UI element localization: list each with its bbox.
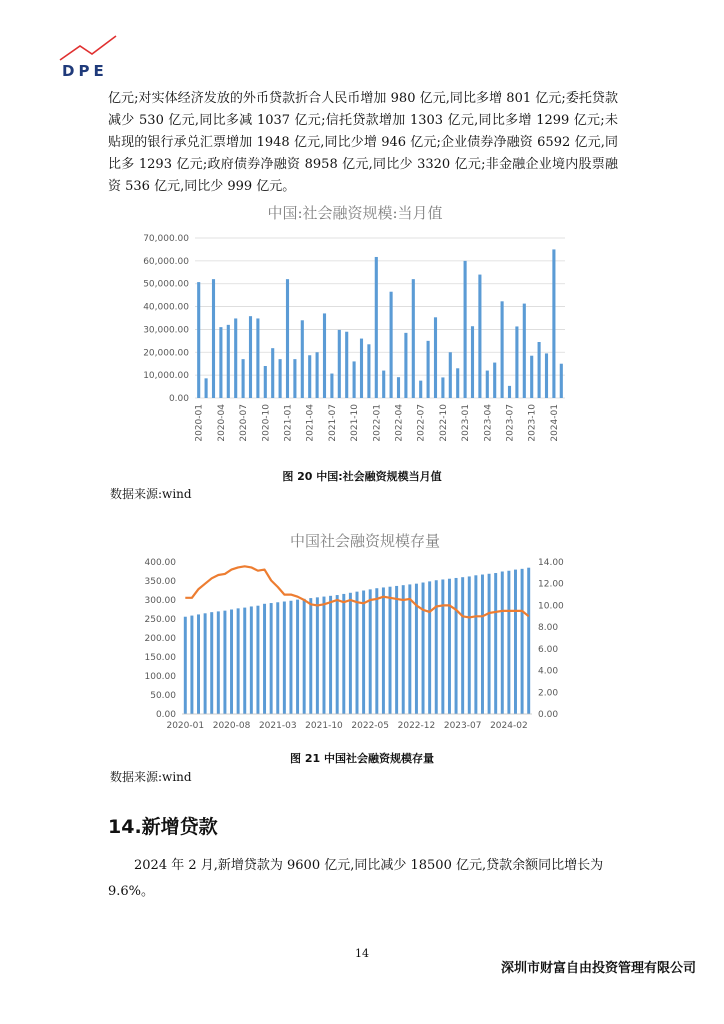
chart21-xtick-label: 2020-08 xyxy=(212,721,251,731)
chart21-ytick-right-label: 10.00 xyxy=(538,601,564,612)
chart20-bar xyxy=(301,320,304,398)
chart21-bar xyxy=(468,576,471,714)
chart20-bar xyxy=(264,366,267,398)
chart21-bar xyxy=(488,574,491,714)
chart21-bar xyxy=(402,585,405,714)
chart21-xtick-label: 2020-01 xyxy=(166,721,205,731)
chart20-ytick-label: 0.00 xyxy=(168,394,189,404)
chart21-bar xyxy=(349,593,352,714)
chart21-bar xyxy=(263,604,266,714)
company-name: 深圳市财富自由投资管理有限公司 xyxy=(500,961,696,976)
chart21-xtick-label: 2021-03 xyxy=(258,721,297,731)
chart21-bar xyxy=(190,616,193,714)
chart21-bar xyxy=(230,610,233,715)
chart21-bar xyxy=(362,591,365,715)
chart21-bar xyxy=(441,579,444,714)
chart20-bar xyxy=(560,364,563,398)
chart20-bar xyxy=(375,257,378,398)
chart21-bar xyxy=(455,578,458,714)
chart21-bar xyxy=(461,577,464,714)
chart21-bar xyxy=(356,592,359,714)
chart20-bar xyxy=(249,316,252,398)
chart20-bar xyxy=(286,279,289,398)
chart21-ytick-left-label: 400.00 xyxy=(144,558,176,568)
chart21-bar xyxy=(408,584,411,714)
chart20-bar xyxy=(397,377,400,398)
chart20-xtick-label: 2022-01 xyxy=(372,404,383,442)
chart20-xtick-label: 2021-10 xyxy=(350,404,361,442)
chart21-ytick-right-label: 0.00 xyxy=(538,710,559,720)
chart20-title: 中国:社会融资规模:当月值 xyxy=(267,204,443,222)
chart20-bar xyxy=(256,318,259,398)
chart20-bar xyxy=(308,355,311,398)
chart21-bar xyxy=(217,611,220,714)
chart20-xtick-label: 2022-10 xyxy=(438,404,449,442)
chart20-bar xyxy=(552,249,555,398)
chart20-bar xyxy=(227,325,230,398)
chart21-bar xyxy=(375,588,378,714)
chart20-bar xyxy=(486,371,489,398)
chart20-bar xyxy=(545,353,548,398)
chart21-ytick-left-label: 200.00 xyxy=(144,634,176,644)
chart21-bar xyxy=(521,569,524,714)
chart21-bar xyxy=(507,571,510,714)
chart20-bar xyxy=(419,381,422,398)
chart21-bar xyxy=(395,586,398,714)
chart20-bar xyxy=(441,377,444,398)
chart20-bar xyxy=(345,332,348,398)
chart20-bar xyxy=(353,361,356,398)
chart20-bar xyxy=(242,359,245,398)
chart20-ytick-label: 10,000.00 xyxy=(143,371,189,382)
chart21-bar xyxy=(316,597,319,714)
chart21-title: 中国社会融资规模存量 xyxy=(289,532,440,550)
chart20-xtick-label: 2020-01 xyxy=(194,404,205,442)
chart21-bar xyxy=(474,575,477,714)
chart21-bar xyxy=(322,597,325,714)
chart21-xtick-label: 2021-10 xyxy=(305,721,343,731)
chart21-bar xyxy=(237,608,240,714)
chart20-ytick-label: 50,000.00 xyxy=(143,279,189,290)
chart20-xtick-label: 2024-01 xyxy=(549,404,560,442)
chart20-xtick-label: 2020-07 xyxy=(239,404,250,442)
figure20-source: 数据来源:wind xyxy=(110,487,192,501)
chart21-ytick-right-label: 12.00 xyxy=(538,579,564,590)
chart21-bar xyxy=(250,606,253,714)
chart21-bar xyxy=(494,573,497,714)
chart21-bar xyxy=(514,570,517,714)
chart20-bar xyxy=(271,348,274,398)
chart20-xtick-label: 2021-04 xyxy=(305,404,316,442)
chart20-xtick-label: 2022-07 xyxy=(416,404,427,442)
chart20-bar xyxy=(390,292,393,398)
chart21-ytick-left-label: 100.00 xyxy=(144,672,176,682)
chart21-ytick-right-label: 14.00 xyxy=(538,558,564,568)
chart21-bar xyxy=(204,613,207,714)
chart20-bar xyxy=(367,344,370,398)
chart21-bar xyxy=(289,601,292,714)
chart21-bar xyxy=(336,595,339,714)
chart21-bar xyxy=(309,598,312,714)
chart20-bar xyxy=(234,318,237,398)
chart20-bar xyxy=(471,326,474,398)
intro-paragraph xyxy=(108,88,618,198)
chart20-bar xyxy=(338,330,341,398)
chart20-bar xyxy=(360,339,363,398)
chart20-bar xyxy=(404,333,407,398)
chart20-xtick-label: 2023-01 xyxy=(461,404,472,442)
chart21-bar xyxy=(435,580,438,714)
chart20-bar xyxy=(197,282,200,398)
section-heading: 14.新增贷款 xyxy=(108,816,218,838)
chart21-bar xyxy=(256,606,259,714)
chart20-ytick-label: 60,000.00 xyxy=(143,256,189,267)
chart20-bar xyxy=(478,275,481,398)
chart20-bar xyxy=(205,378,208,398)
chart20-bar xyxy=(501,301,504,398)
chart21-social-financing-stock xyxy=(120,552,580,742)
chart21-ytick-left-label: 0.00 xyxy=(155,710,176,720)
chart21-xtick-label: 2022-05 xyxy=(351,721,390,731)
chart20-xtick-label: 2021-01 xyxy=(283,404,294,442)
chart21-ytick-left-label: 350.00 xyxy=(144,577,176,587)
chart20-bar xyxy=(316,352,319,398)
chart21-bar xyxy=(448,579,451,714)
chart21-bar xyxy=(296,600,299,714)
chart20-bar xyxy=(449,352,452,398)
chart20-ytick-label: 20,000.00 xyxy=(143,348,189,359)
chart20-bar xyxy=(493,363,496,398)
chart20-ytick-label: 40,000.00 xyxy=(143,302,189,313)
chart21-bar xyxy=(389,587,392,714)
chart21-ytick-right-label: 6.00 xyxy=(538,644,559,655)
chart21-ytick-right-label: 2.00 xyxy=(538,688,559,699)
chart20-bar xyxy=(530,356,533,398)
chart20-xtick-label: 2022-04 xyxy=(394,404,405,442)
chart20-bar xyxy=(219,327,222,398)
chart21-bar xyxy=(329,596,332,714)
figure21-caption: 图 21 中国社会融资规模存量 xyxy=(290,752,434,765)
chart20-bar xyxy=(330,374,333,398)
chart20-bar xyxy=(279,359,282,398)
chart20-bar xyxy=(382,371,385,398)
chart20-ytick-label: 70,000.00 xyxy=(143,234,189,244)
chart20-xtick-label: 2023-10 xyxy=(527,404,538,442)
intro-paragraph-text: 亿元;对实体经济发放的外币贷款折合人民币增加 980 亿元,同比多增 801 亿元;委托贷款减少 530 亿元,同比多减 1037 亿元;信托贷款增加 1303 亿元,同比多增 1299 亿元;未贴现的银行承兑汇票增加 1948 亿元,同比少增 946 亿元;企业债券净融资 6592 亿元,同比多 1293 亿元;政府债券净融资 8958 亿元,同比少 3320 亿元;非金融企业境内股票融资 536 亿元,同比少 999 亿元。 xyxy=(108,91,618,194)
chart20-bar xyxy=(515,326,518,398)
figure21-source: 数据来源:wind xyxy=(110,770,192,784)
chart21-xtick-label: 2024-02 xyxy=(490,721,528,731)
chart21-bar xyxy=(342,594,345,714)
chart21-ytick-left-label: 300.00 xyxy=(144,596,176,606)
chart20-bar xyxy=(464,261,467,398)
chart20-xtick-label: 2021-07 xyxy=(327,404,338,442)
chart21-bar xyxy=(270,603,273,714)
chart20-bar xyxy=(212,279,215,398)
chart20-bar xyxy=(412,279,415,398)
chart21-bar xyxy=(369,589,372,714)
chart21-bar xyxy=(184,617,187,714)
chart20-xtick-label: 2023-07 xyxy=(505,404,516,442)
chart21-bar xyxy=(428,581,431,714)
chart21-xtick-label: 2023-07 xyxy=(443,721,482,731)
chart21-bar xyxy=(303,599,306,714)
chart21-bar xyxy=(243,608,246,714)
section-body: 2024 年 2 月,新增贷款为 9600 亿元,同比减少 18500 亿元,贷款余额同比增长为 9.6%。 xyxy=(108,858,604,899)
chart20-bar xyxy=(523,304,526,398)
chart20-xtick-label: 2020-04 xyxy=(216,404,227,442)
chart20-ytick-label: 30,000.00 xyxy=(143,325,189,336)
chart21-xtick-label: 2022-12 xyxy=(397,721,436,731)
logo-text: DPE xyxy=(62,62,108,80)
chart21-bar xyxy=(382,587,385,714)
chart20-xtick-label: 2023-04 xyxy=(483,404,494,442)
chart21-bar xyxy=(481,575,484,714)
chart21-ytick-right-label: 4.00 xyxy=(538,666,559,677)
chart21-ytick-left-label: 50.00 xyxy=(150,691,176,701)
chart21-bar xyxy=(210,612,213,714)
chart20-bar xyxy=(427,341,430,398)
chart20-monthly-social-financing xyxy=(120,222,590,452)
chart21-ytick-right-label: 8.00 xyxy=(538,623,559,634)
chart20-bar xyxy=(508,386,511,398)
chart20-bar xyxy=(323,313,326,398)
chart21-bar xyxy=(422,583,425,714)
chart20-xtick-label: 2020-10 xyxy=(261,404,272,442)
chart20-bar xyxy=(434,317,437,398)
chart20-bar xyxy=(456,368,459,398)
chart21-bar xyxy=(223,611,226,714)
chart20-bar xyxy=(538,342,541,398)
chart21-bar xyxy=(527,568,530,714)
chart21-ytick-left-label: 150.00 xyxy=(144,653,176,663)
chart21-bar xyxy=(197,614,200,714)
chart21-bar xyxy=(276,602,279,714)
chart21-ytick-left-label: 250.00 xyxy=(144,615,176,625)
chart20-bar xyxy=(293,359,296,398)
chart21-bar xyxy=(501,572,504,715)
figure20-caption: 图 20 中国:社会融资规模当月值 xyxy=(282,470,442,483)
chart21-bar xyxy=(283,602,286,714)
page-number: 14 xyxy=(355,947,369,960)
